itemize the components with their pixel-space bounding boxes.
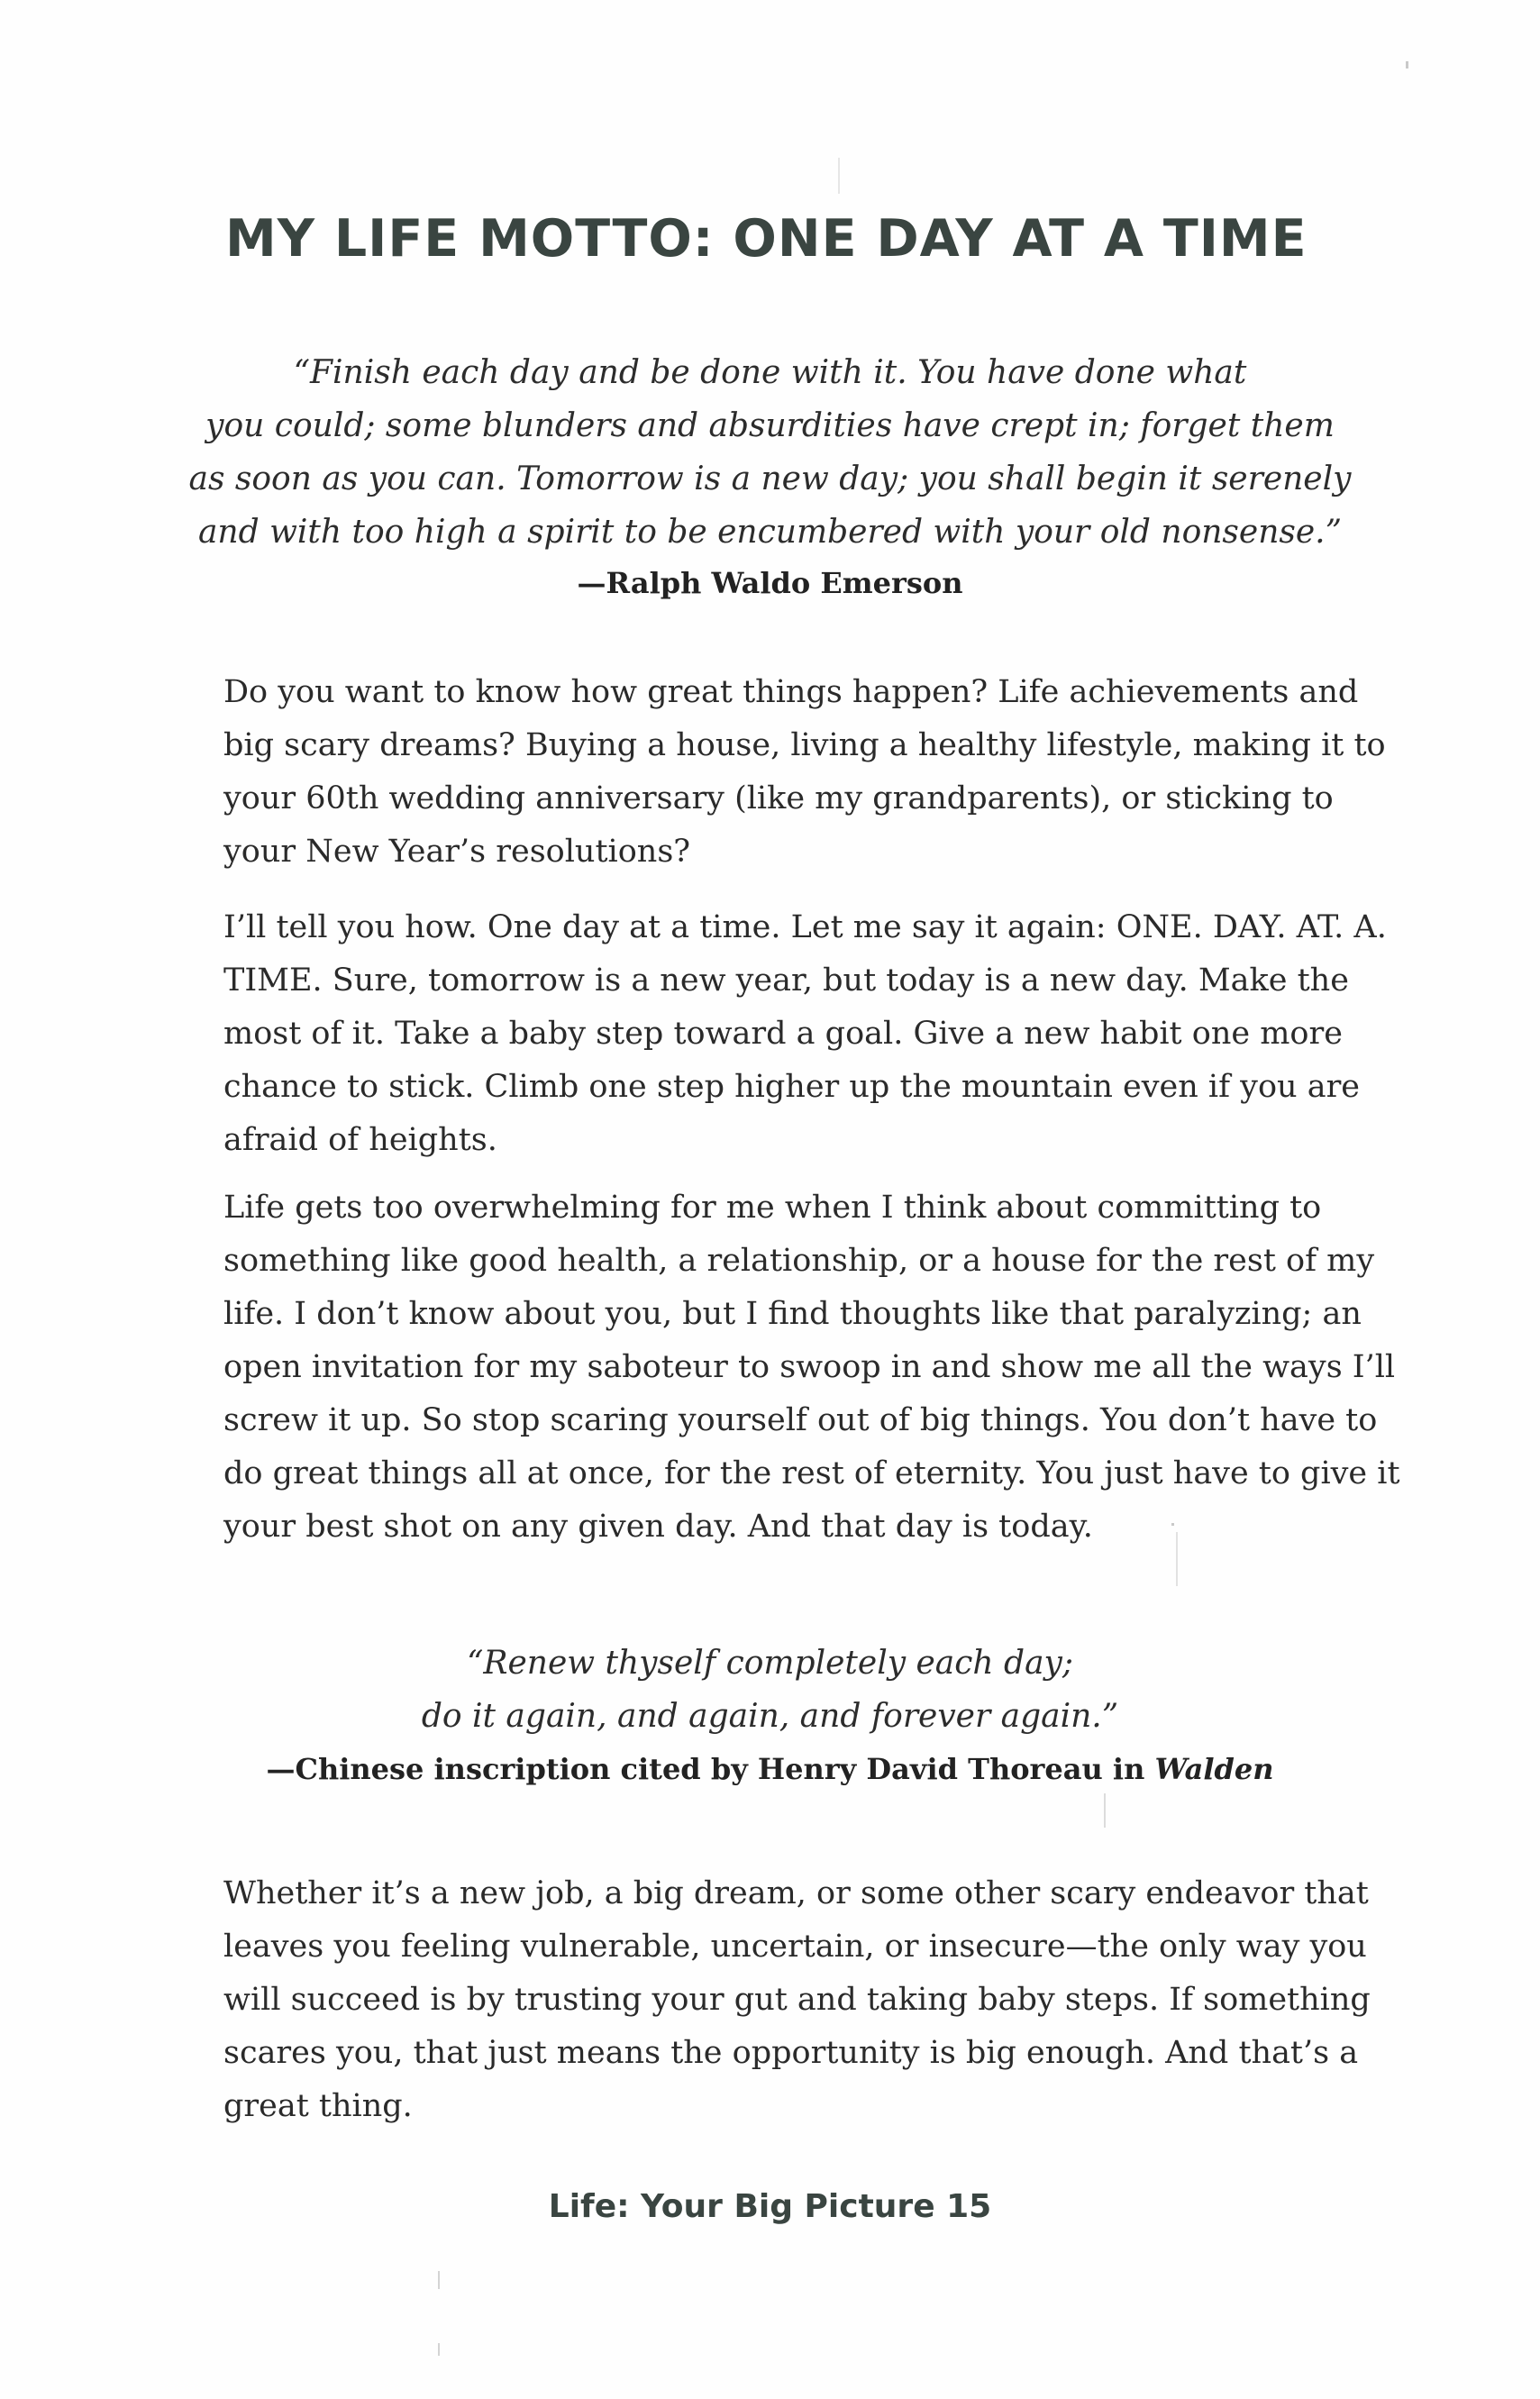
quote-line: “Finish each day and be done with it. You have done what [293,354,1247,391]
paragraph-closing [223,1867,1371,2133]
text-line: screw it up. So stop scaring yourself out of big things. You don’t have to [223,1402,1378,1438]
attribution-text: —Chinese inscription cited by Henry David Thoreau in [266,1752,1145,1786]
quote-line: do it again, and again, and forever again.” [421,1698,1119,1735]
text-line: Do you want to know how great things happen? Life achievements and [223,674,1359,710]
thoreau-attribution [0,1752,1540,1786]
page-title: MY LIFE MOTTO: ONE DAY AT A TIME [225,209,1308,269]
emerson-attribution: —Ralph Waldo Emerson [577,566,963,600]
scan-speck [1406,61,1408,68]
emerson-quote [180,346,1360,559]
quote-line: as soon as you can. Tomorrow is a new day; you shall begin it serenely [188,461,1352,497]
text-line: Whether it’s a new job, a big dream, or some other scary endeavor that [223,1875,1369,1911]
text-line: something like good health, a relationship, or a house for the rest of my [223,1243,1375,1279]
scan-speck [1104,1793,1106,1828]
text-line: do great things all at once, for the rest of eternity. You just have to give it [223,1455,1400,1491]
text-line: big scary dreams? Buying a house, living a healthy lifestyle, making it to [223,727,1386,763]
text-line: scares you, that just means the opportunity is big enough. And that’s a [223,2035,1359,2071]
page-footer: Life: Your Big Picture 15 [548,2188,992,2225]
text-line: your New Year’s resolutions? [223,834,691,870]
text-line: TIME. Sure, tomorrow is a new year, but today is a new day. Make the [223,962,1349,999]
scan-speck [1171,1523,1174,1526]
scan-speck [438,2343,440,2356]
text-line: open invitation for my saboteur to swoop in and show me all the ways I’ll [223,1349,1396,1385]
text-line: life. I don’t know about you, but I find thoughts like that paralyzing; an [223,1296,1362,1332]
text-line: great thing. [223,2088,413,2124]
paragraph-overwhelming [223,1181,1400,1554]
text-line: most of it. Take a baby step toward a goal. Give a new habit one more [223,1016,1343,1052]
paragraph-great-things [223,666,1386,879]
quote-line: “Renew thyself completely each day; [466,1645,1074,1682]
quote-line: and with too high a spirit to be encumbered with your old nonsense.” [197,514,1343,551]
text-line: Life gets too overwhelming for me when I think about committing to [223,1190,1322,1226]
text-line: will succeed is by trusting your gut and taking baby steps. If something [223,1982,1371,2018]
quote-line: you could; some blunders and absurdities have crept in; forget them [205,407,1335,444]
paragraph-one-day [223,901,1387,1167]
scan-speck [438,2271,440,2289]
text-line: I’ll tell you how. One day at a time. Let me say it again: ONE. DAY. AT. A. [223,909,1387,945]
text-line: afraid of heights. [223,1122,497,1158]
text-line: your 60th wedding anniversary (like my grandparents), or sticking to [223,780,1334,816]
thoreau-quote [180,1637,1360,1743]
text-line: leaves you feeling vulnerable, uncertain, or insecure—the only way you [223,1929,1367,1965]
book-title-walden: Walden [1154,1752,1274,1786]
scan-speck [838,158,840,194]
text-line: chance to stick. Climb one step higher up the mountain even if you are [223,1069,1361,1105]
scan-speck [1176,1532,1178,1586]
text-line: your best shot on any given day. And that day is today. [223,1509,1093,1545]
